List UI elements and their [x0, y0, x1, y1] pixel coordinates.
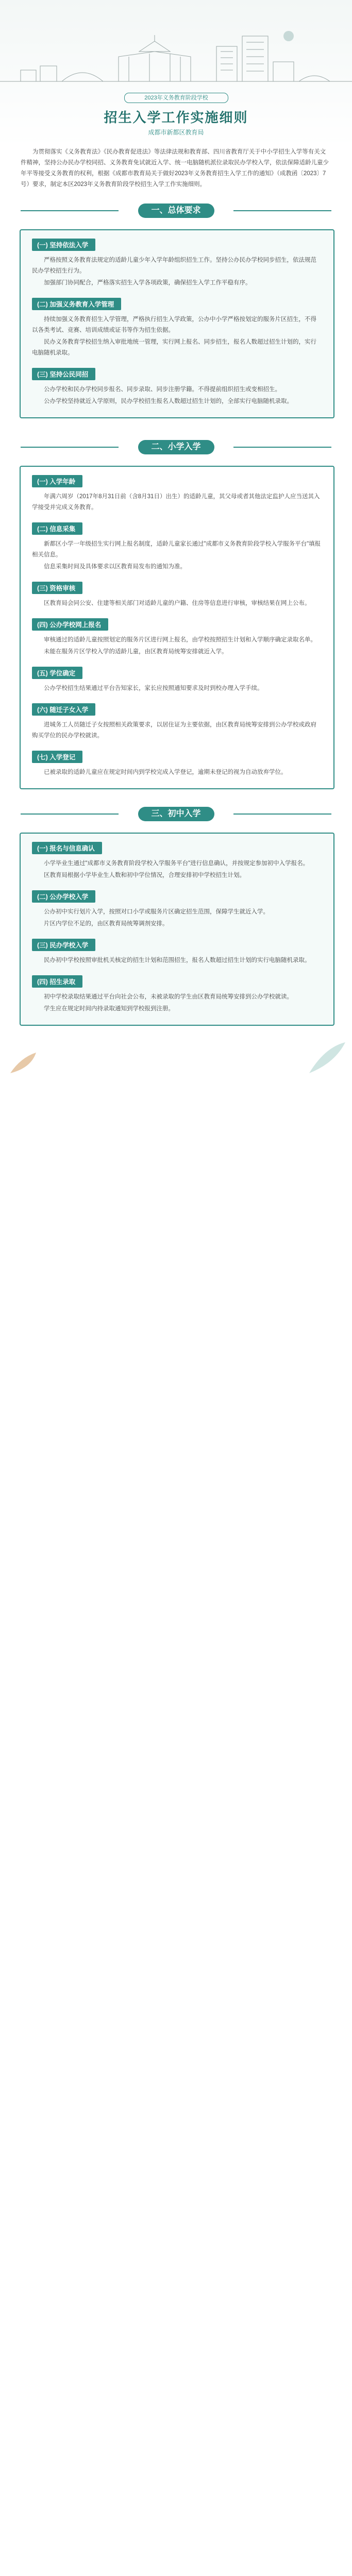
subsection-tag: (四) 招生录取: [32, 975, 82, 988]
subsection: [32, 890, 322, 903]
paragraph: 新都区小学一年级招生实行网上报名制度，适龄儿童家长通过"成都市义务教育阶段学校入学服务平台"填报相关信息。: [32, 541, 321, 558]
issuer: 成都市新都区教育局: [148, 129, 204, 136]
paragraph: 民办义务教育学校招生纳入审批地统一管理，实行网上报名、同步招生，报名人数超过招生计划的，实行电脑随机录取。: [32, 339, 316, 356]
paragraph: 片区内学位不足的，由区教育局统筹调剂安排。: [44, 921, 169, 927]
subsection-tag: (六) 随迁子女入学: [32, 703, 95, 716]
subsection-tag: (一) 坚持依法入学: [32, 239, 95, 251]
subsection-tag: (二) 加强义务教育入学管理: [32, 298, 121, 310]
paragraph: 民办初中学校按照审批机关核定的招生计划和范围招生，报名人数超过招生计划的实行电脑随机录取。: [44, 957, 311, 963]
year-badge: 2023年义务教育阶段学校: [124, 93, 228, 103]
subsection: [32, 618, 322, 631]
city-skyline-illustration: [0, 21, 352, 88]
subsection: [32, 368, 322, 380]
divider-line: [233, 210, 331, 211]
subsection: [32, 842, 322, 854]
divider-line: [21, 447, 119, 448]
subsection: [32, 939, 322, 951]
paragraph: 公办学校招生结果通过平台告知家长，家长应按照通知要求及时到校办理入学手续。: [44, 685, 263, 691]
subsection: [32, 975, 322, 988]
paragraph: 进城务工人员随迁子女按照相关政策要求，以居住证为主要依据，由区教育局统筹安排到公办学校或政府购买学位的民办学校就读。: [32, 722, 316, 739]
divider-line: [21, 210, 119, 211]
page: [0, 0, 352, 1078]
subsection-tag: (四) 公办学校网上报名: [32, 618, 108, 631]
section-title-3: 三、初中入学: [138, 807, 214, 821]
paragraph: 严格按照义务教育法规定的适龄儿童少年入学年龄组织招生工作。坚持公办民办学校同步招生，依法规范民办学校招生行为。: [32, 257, 316, 274]
paragraph: 加强部门协同配合，严格落实招生入学各项政策，确保招生入学工作平稳有序。: [44, 280, 252, 286]
paragraph: 年满六周岁（2017年8月31日前（含8月31日）出生）的适龄儿童，其父母或者其他法定监护人应当送其入学接受并完成义务教育。: [32, 494, 320, 511]
subsection-tag: (二) 信息采集: [32, 522, 82, 535]
section-panel-1: [20, 229, 334, 418]
subsection: [32, 667, 322, 679]
paragraph: 区教育局根据小学毕业生人数和初中学位情况，合理安排初中学校招生计划。: [44, 872, 245, 878]
section-banner-3: [0, 801, 352, 827]
paragraph: 学生应在规定时间内持录取通知到学校报到注册。: [44, 1006, 174, 1012]
section-title-2: 二、小学入学: [138, 440, 214, 454]
section-panel-2: [20, 466, 334, 789]
paragraph: 审核通过的适龄儿童按照划定的服务片区进行网上报名，由学校按照招生计划和入学顺序确定录取名单。: [44, 637, 316, 643]
paragraph: 公办初中实行划片入学，按照对口小学或服务片区确定招生范围，保障学生就近入学。: [44, 909, 269, 915]
paragraph: 未能在服务片区学校入学的适龄儿童，由区教育局统筹安排就近入学。: [44, 649, 228, 655]
paragraph: 区教育局会同公安、住建等相关部门对适龄儿童的户籍、住房等信息进行审核，审核结果在网上公布。: [44, 600, 311, 606]
subsection: [32, 475, 322, 487]
subsection-tag: (一) 入学年龄: [32, 475, 82, 487]
header: [0, 0, 352, 147]
subsection: [32, 703, 322, 716]
subsection-tag: (一) 报名与信息确认: [32, 842, 102, 854]
paragraph: 公办学校坚持就近入学原则，民办学校招生报名人数超过招生计划的，全部实行电脑随机录取。: [44, 398, 293, 404]
subsection: [32, 751, 322, 763]
paragraph: 信息采集时间及具体要求以区教育局发布的通知为准。: [44, 564, 186, 570]
divider-line: [21, 814, 119, 815]
subsection-tag: (三) 民办学校入学: [32, 939, 95, 951]
page-title: 招生入学工作实施细则: [104, 110, 248, 125]
paragraph: 公办学校和民办学校同步报名、同步录取、同步注册学籍。不得提前组织招生或变相招生。: [44, 386, 281, 393]
paragraph: 初中学校录取结果通过平台向社会公布，未被录取的学生由区教育局统筹安排到公办学校就读。: [44, 994, 293, 1000]
subsection: [32, 298, 322, 310]
subsection-tag: (三) 坚持公民同招: [32, 368, 95, 380]
section-panel-3: [20, 833, 334, 1026]
section-banner-2: [0, 430, 352, 466]
paragraph: 已被录取的适龄儿童应在规定时间内到学校完成入学登记，逾期未登记的视为自动放弃学位。: [44, 769, 287, 775]
divider-line: [233, 447, 331, 448]
section-banner-1: [0, 197, 352, 224]
divider-line: [233, 814, 331, 815]
paragraph: 小学毕业生通过"成都市义务教育阶段学校入学服务平台"进行信息确认，并按规定参加初中入学报名。: [44, 860, 309, 867]
subsection: [32, 582, 322, 594]
subsection: [32, 239, 322, 251]
subsection-tag: (二) 公办学校入学: [32, 890, 95, 903]
subsection: [32, 522, 322, 535]
section-title-1: 一、总体要求: [138, 204, 214, 218]
paragraph: 持续加强义务教育招生入学管理，严格执行招生入学政策，公办中小学严格按划定的服务片区招生，不得以各类考试、竞赛、培训成绩或证书等作为招生依据。: [32, 316, 316, 333]
subsection-tag: (七) 入学登记: [32, 751, 82, 763]
footer-decoration: [0, 1037, 352, 1078]
leaf-decoration-icon: [0, 1037, 352, 1078]
subsection-tag: (三) 资格审核: [32, 582, 82, 594]
intro-paragraph: 为贯彻落实《义务教育法》《民办教育促进法》等法律法规和教育部、四川省教育厅关于中小学招生入学等有关文件精神，坚持公办民办学校同招、义务教育免试就近入学、统一电脑随机派位录取民办学校入学，依法保障适龄儿童少年平等接受义务教育的权利，根据《成都市教育局关于做好2023年义务教育招生入学工作的通知》（成教函〔2023〕7号）要求，制定本区2023年义务教育阶段学校招生入学工作实施细则。: [21, 149, 329, 188]
subsection-tag: (五) 学位确定: [32, 667, 82, 679]
